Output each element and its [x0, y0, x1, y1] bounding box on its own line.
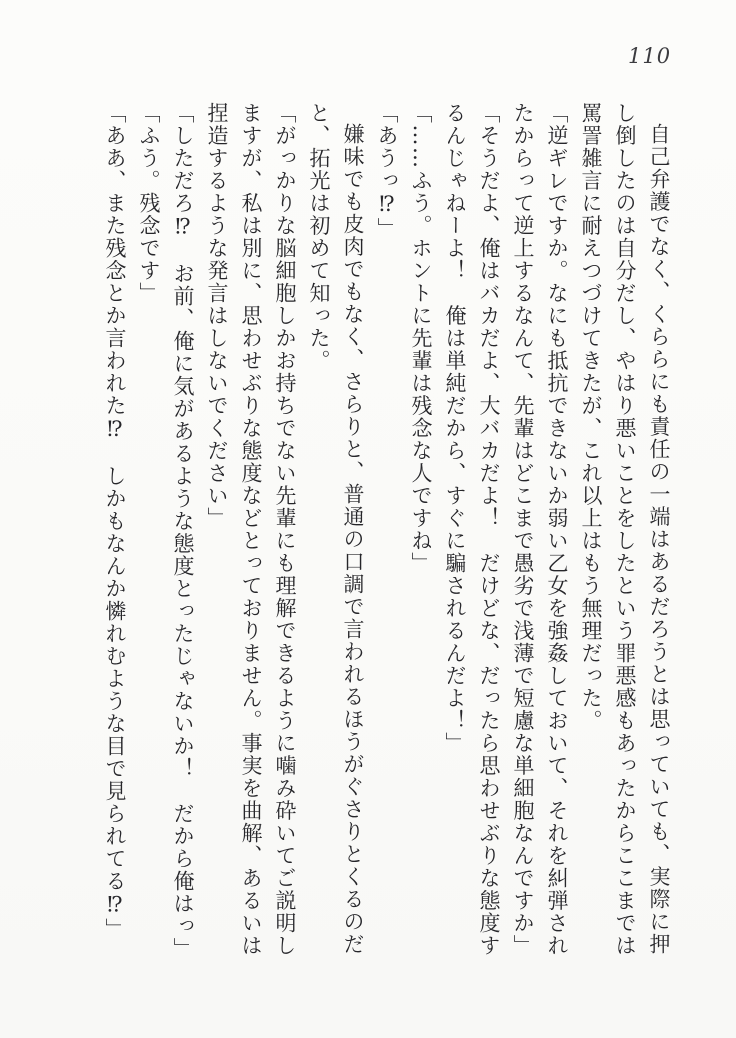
text-line: と、拓光は初めて知った。 [307, 102, 331, 372]
text-line: るんじゃねーよ！ 俺は単純だから、すぐに騙されるんだよ！」 [443, 102, 467, 755]
text-block [98, 102, 676, 974]
text-line: 「ああ、また残念とか言われた⁉ しかもなんか憐れむような目で見られてる⁉」 [103, 102, 127, 941]
text-line: し倒したのは自分だし、やはり悪いことをしたという罪悪感もあったからここまでは [613, 102, 637, 957]
text-line: たからって逆上するなんて、先輩はどこまで愚劣で浅薄で短慮な単細胞なんですか」 [511, 102, 535, 957]
text-line: 捏造するような発言はしないでください」 [205, 102, 229, 530]
text-line: 「あうっ⁉」 [375, 102, 399, 240]
text-line: 罵詈雑言に耐えつづけてきたが、これ以上はもう無理だった。 [579, 102, 603, 732]
text-line: 嫌味でも皮肉でもなく、さらりと、普通の口調で言われるほうがぐさりとくるのだ [341, 123, 365, 956]
text-line: 「しただろ⁉ お前、俺に気があるような態度とったじゃないか！ だから俺はっ」 [171, 102, 195, 960]
text-line: 「……ふう。ホントに先輩は残念な人ですね」 [409, 102, 433, 575]
text-line: 「ふう。残念です」 [137, 102, 161, 305]
page-number: 110 [628, 44, 672, 68]
text-line: ますが、私は別に、思わせぶりな態度などとっておりません。事実を曲解、あるいは [239, 102, 263, 957]
text-line: 「そうだよ、俺はバカだよ、大バカだよ！ だけどな、だったら思わせぶりな態度す [477, 102, 501, 957]
text-line: 「がっかりな脳細胞しかお持ちでない先輩にも理解できるように噛み砕いてご説明し [273, 102, 297, 957]
text-line: 「逆ギレですか。なにも抵抗できないか弱い乙女を強姦しておいて、それを糾弾され [545, 102, 569, 957]
text-line: 自己弁護でなく、くららにも責任の一端はあるだろうとは思っていても、実際に押 [647, 123, 671, 956]
